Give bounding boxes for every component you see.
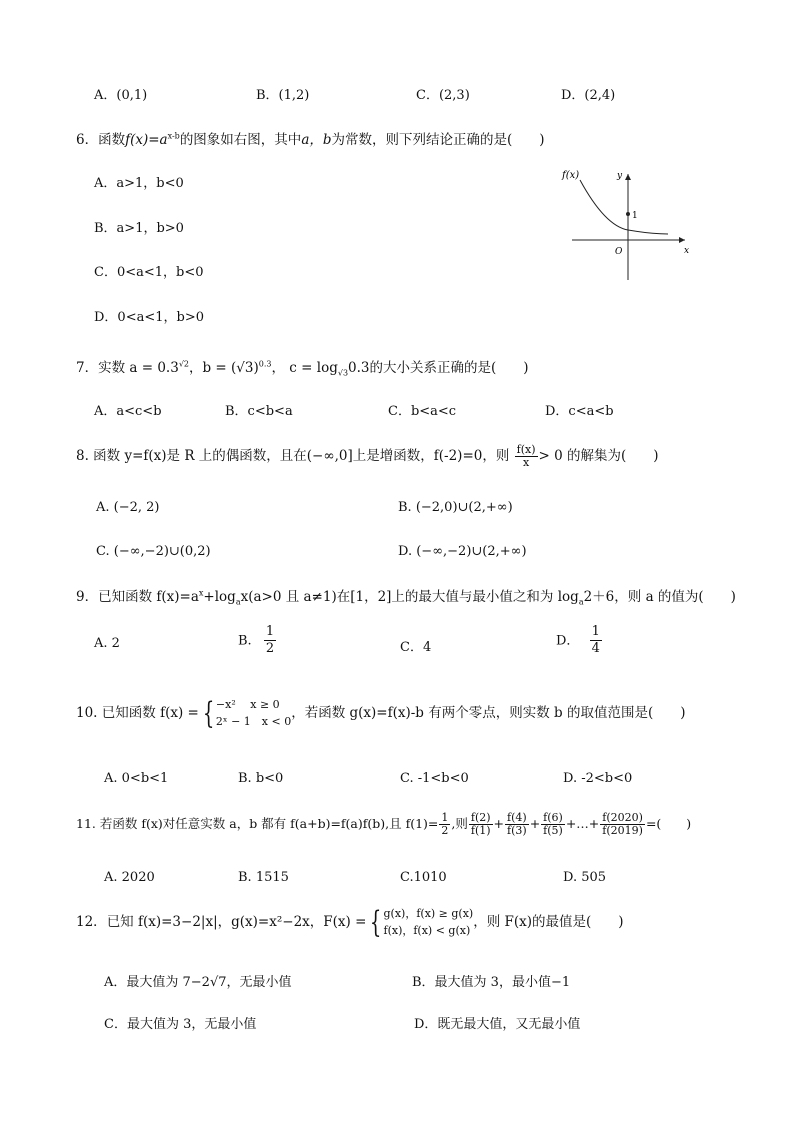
question-9-stem: 9．已知函数 $f(x)=a^x+\log_ax(a>0$ 且 a≠1)在[1，2]上的最大值与最小值之和为 $\log_a2+6$，则 a 的值为( ) <box>76 588 736 607</box>
q7-option-b: B．c<b<a <box>225 404 293 419</box>
q5-option-c: C．(2,3) <box>416 88 470 103</box>
q11-option-b: B. 1515 <box>238 870 289 885</box>
question-8-stem: 8. 函数 y=f(x)是 R 上的偶函数，且在(−∞,0]上是增函数，f(-2)=0，则 $\frac{f(x)}{x}$ > 0 的解集为( ) <box>76 443 659 470</box>
q10-option-b: B. b<0 <box>238 771 284 786</box>
q10-option-c: C. -1<b<0 <box>400 771 469 786</box>
q5-option-a: A．(0,1) <box>94 88 148 103</box>
question-10-stem: 10. 已知函数 f(x) = { −x² x ≥ 0 2ˣ − 1 x < 0 ，若函数 g(x)=f(x)-b 有两个零点，则实数 b 的取值范围是( ) <box>76 695 686 731</box>
q6-function-graph <box>560 162 695 284</box>
q8-option-d: D. (−∞,−2)∪(2,+∞) <box>398 544 527 559</box>
q10-option-a: A. 0<b<1 <box>104 771 169 786</box>
q5-option-b: B．(1,2) <box>256 88 310 103</box>
question-11-stem: 11. 若函数 f(x)对任意实数 a，b 都有 f(a+b)=f(a)f(b),且 f(1)= $\frac{1}{2}$ ,则 $\frac{f(2)}{f(1)}$ + $\frac{f(4)}{f(3)}$ + $\frac{f(6)}{f(5)}$ +…+ $\frac{f(2020)}{f(2019)}$ =( ) <box>76 811 692 838</box>
q8-option-a: A. (−2, 2) <box>96 500 160 515</box>
q8-option-b: B. (−2,0)∪(2,+∞) <box>398 500 513 515</box>
question-7-stem: 7．实数 $a = 0.3^{√2}$，$b = (√3)^{0.3}$， $c = \log_{√3}0.3$的大小关系正确的是( ) <box>76 359 529 378</box>
q11-option-d: D. 505 <box>563 870 607 885</box>
q11-option-a: A. 2020 <box>104 870 155 885</box>
q12-option-a: A．最大值为 7−2√7，无最小值 <box>104 975 292 990</box>
q9-option-b: B. $\frac{1}{2}$ <box>238 624 275 657</box>
q12-option-c: C．最大值为 3，无最小值 <box>104 1017 257 1032</box>
q9-option-d: D． $\frac{1}{4}$ <box>556 624 600 657</box>
q5-option-d: D．(2,4) <box>561 88 616 103</box>
q6-option-a: A．a>1，b<0 <box>94 176 184 191</box>
q11-option-c: C.1010 <box>400 870 447 885</box>
q12-option-d: D．既无最大值，又无最小值 <box>414 1017 581 1032</box>
q9-option-c: C．4 <box>400 640 432 655</box>
q7-option-d: D．c<a<b <box>545 404 614 419</box>
q12-option-b: B．最大值为 3，最小值−1 <box>412 975 571 990</box>
q7-option-a: A．a<c<b <box>94 404 162 419</box>
q6-option-b: B．a>1，b>0 <box>94 221 184 236</box>
graph-origin-label: O <box>615 247 623 257</box>
q9-option-a: A. 2 <box>94 636 120 651</box>
q10-option-d: D. -2<b<0 <box>563 771 633 786</box>
question-12-stem: 12．已知 f(x)=3−2|x|，g(x)=x²−2x，F(x) = { g(x)，f(x) ≥ g(x) f(x)，f(x) < g(x) ，则 F(x)的最值是( ) <box>76 904 624 940</box>
question-6-stem: 6．函数$f(x)=a^{x-b}$的图象如右图，其中a，b为常数，则下列结论正确的是( ) <box>76 131 545 148</box>
graph-point-label: 1 <box>632 211 638 221</box>
q6-option-c: C．0<a<1，b<0 <box>94 265 204 280</box>
q7-option-c: C．b<a<c <box>388 404 457 419</box>
graph-y-label: y <box>617 171 623 181</box>
graph-x-label: x <box>684 246 690 256</box>
q6-option-d: D．0<a<1，b>0 <box>94 310 204 325</box>
graph-curve-label: f(x) <box>562 170 580 181</box>
q8-option-c: C. (−∞,−2)∪(0,2) <box>96 544 211 559</box>
